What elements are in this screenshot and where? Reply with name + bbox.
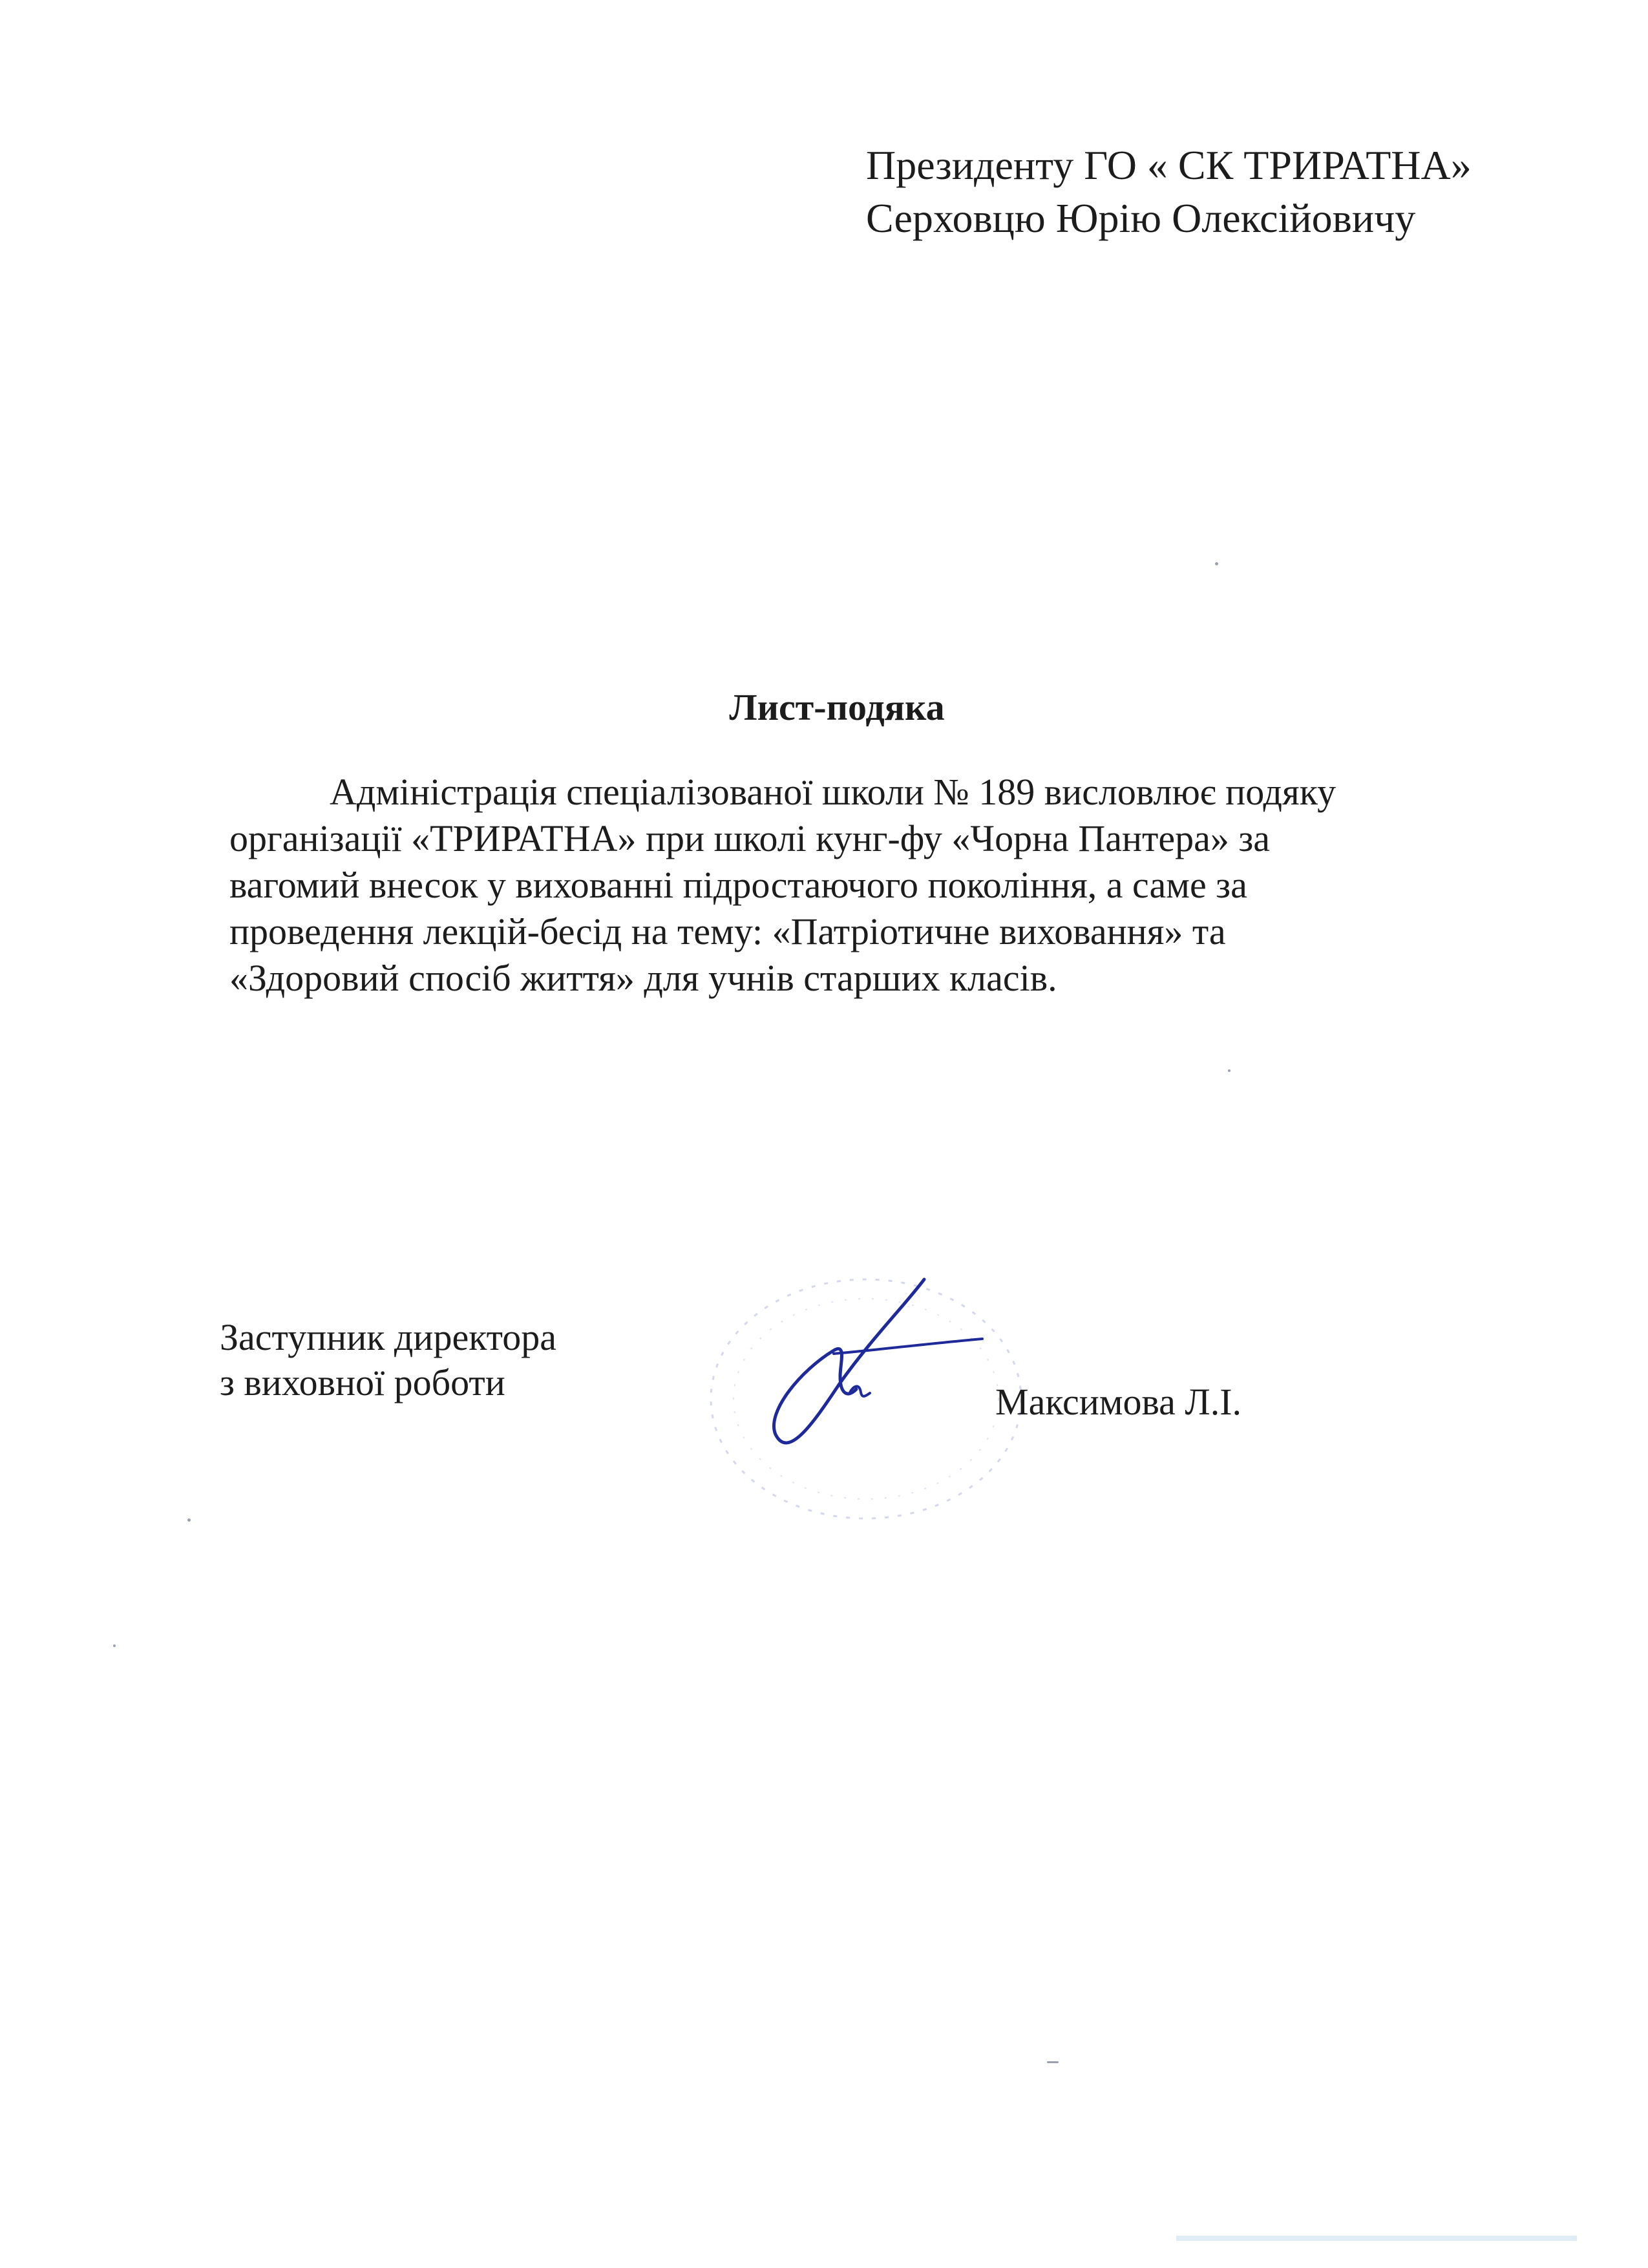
scan-speck [1047, 2061, 1059, 2063]
letter-title: Лист-подяка [729, 686, 945, 728]
scan-speck [113, 1644, 116, 1647]
letter-body [229, 769, 1336, 1002]
scan-speck [1228, 1069, 1231, 1072]
body-line-5: «Здоровий спосіб життя» для учнів старших класів. [229, 957, 1057, 999]
signer-position-line-1: Заступник директора [220, 1316, 556, 1358]
scan-speck [1215, 562, 1218, 565]
body-line-2: організації «ТРИРАТНА» при школі кунг-фу «Чорна Пантера» за [229, 817, 1271, 859]
scan-speck [187, 1518, 191, 1522]
signer-position [220, 1315, 556, 1405]
body-line-1: Адміністрація спеціалізованої школи № 189 висловлює подяку [330, 771, 1336, 813]
handwritten-signature [743, 1266, 1002, 1467]
signer-position-line-2: з виховної роботи [220, 1361, 505, 1403]
addressee-line-1: Президенту ГО « СК ТРИРАТНА» [866, 142, 1472, 188]
addressee-line-2: Серховцю Юрію Олексійовичу [866, 195, 1416, 241]
signer-name: Максимова Л.І. [995, 1381, 1242, 1423]
addressee-block [866, 139, 1472, 245]
body-line-4: проведення лекцій-бесід на тему: «Патріотичне виховання» та [229, 910, 1226, 952]
scan-edge-tint [1176, 2236, 1577, 2241]
body-line-3: вагомий внесок у вихованні підростаючого покоління, а саме за [229, 864, 1247, 906]
